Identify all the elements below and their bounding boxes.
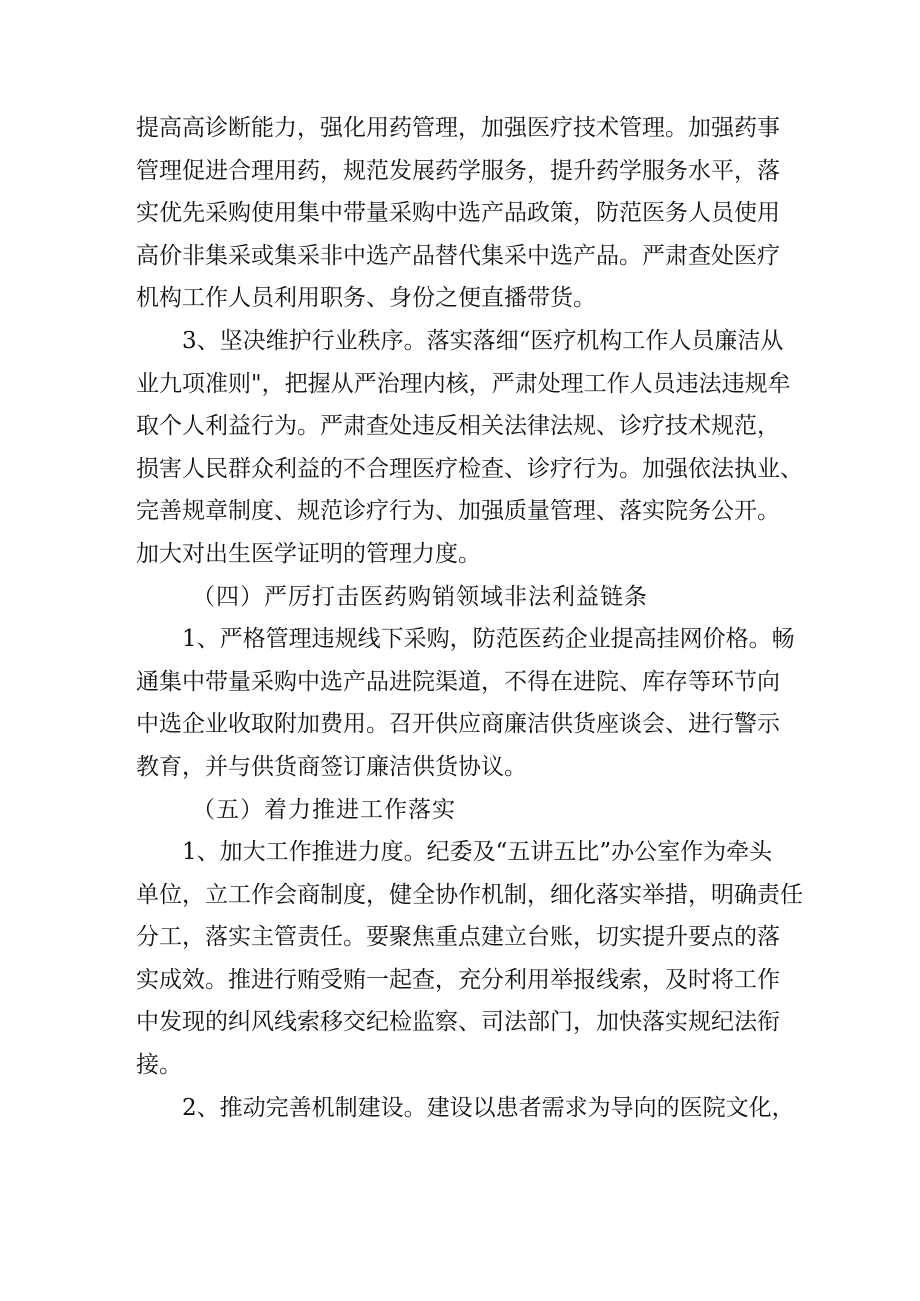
- heading-text: （四）严厉打击医药购销领域非法利益链条: [192, 583, 648, 610]
- paragraph-procurement: [136, 618, 796, 788]
- text-line: 教育，并与供货商签订廉洁供货协议。: [136, 753, 527, 780]
- text-line: 1、严格管理违规线下采购，防范医药企业提高挂网价格。畅: [182, 626, 795, 653]
- text-line: 管理促进合理用药，规范发展药学服务，提升药学服务水平，落: [136, 157, 780, 184]
- text-line: 高价非集采或集采非中选产品替代集采中选产品。严肃查处医疗: [136, 242, 780, 269]
- section-heading-four: [136, 576, 796, 619]
- paragraph-industry-order: [136, 320, 803, 576]
- text-line: 业九项准则"，把握从严治理内核，严肃处理工作人员违法违规牟: [136, 370, 791, 397]
- text-line: 单位，立工作会商制度，健全协作机制，细化落实举措，明确责任: [136, 881, 803, 908]
- text-line: 取个人利益行为。严肃查处违反相关法律法规、诊疗技术规范，: [136, 413, 780, 440]
- text-line: 实成效。推进行贿受贿一起查，充分利用举报线索，及时将工作: [136, 966, 780, 993]
- text-line: 机构工作人员利用职务、身份之便直播带货。: [136, 285, 596, 312]
- text-line: 分工，落实主管责任。要聚焦重点建立台账，切实提升要点的落: [136, 924, 780, 951]
- text-line: 中发现的纠风线索移交纪检监察、司法部门，加快落实规纪法衔: [136, 1009, 780, 1036]
- text-line: 1、加大工作推进力度。纪委及“五讲五比”办公室作为牵头: [182, 839, 773, 866]
- text-line: 2、推动完善机制建设。建设以患者需求为导向的医院文化，: [182, 1094, 795, 1121]
- text-line: 加大对出生医学证明的管理力度。: [136, 540, 481, 567]
- paragraph-work-promotion: [136, 831, 803, 1087]
- text-line: 完善规章制度、规范诊疗行为、加强质量管理、落实院务公开。: [136, 498, 780, 525]
- section-heading-five: [136, 789, 796, 832]
- paragraph-drug-management: [136, 107, 796, 320]
- text-line: 3、坚决维护行业秩序。落实落细“医疗机构工作人员廉洁从: [182, 327, 784, 354]
- text-line: 实优先采购使用集中带量采购中选产品政策，防范医务人员使用: [136, 200, 780, 227]
- text-line: 接。: [136, 1052, 182, 1079]
- text-line: 损害人民群众利益的不合理医疗检查、诊疗行为。加强依法执业、: [136, 455, 803, 482]
- text-line: 提高高诊断能力，强化用药管理，加强医疗技术管理。加强药事: [136, 115, 780, 141]
- paragraph-mechanism-building: [136, 1087, 796, 1130]
- text-line: 通集中带量采购中选产品进院渠道，不得在进院、库存等环节向: [136, 668, 780, 695]
- document-page: [136, 107, 803, 1129]
- heading-text: （五）着力推进工作落实: [192, 796, 456, 823]
- text-line: 中选企业收取附加费用。召开供应商廉洁供货座谈会、进行警示: [136, 711, 780, 738]
